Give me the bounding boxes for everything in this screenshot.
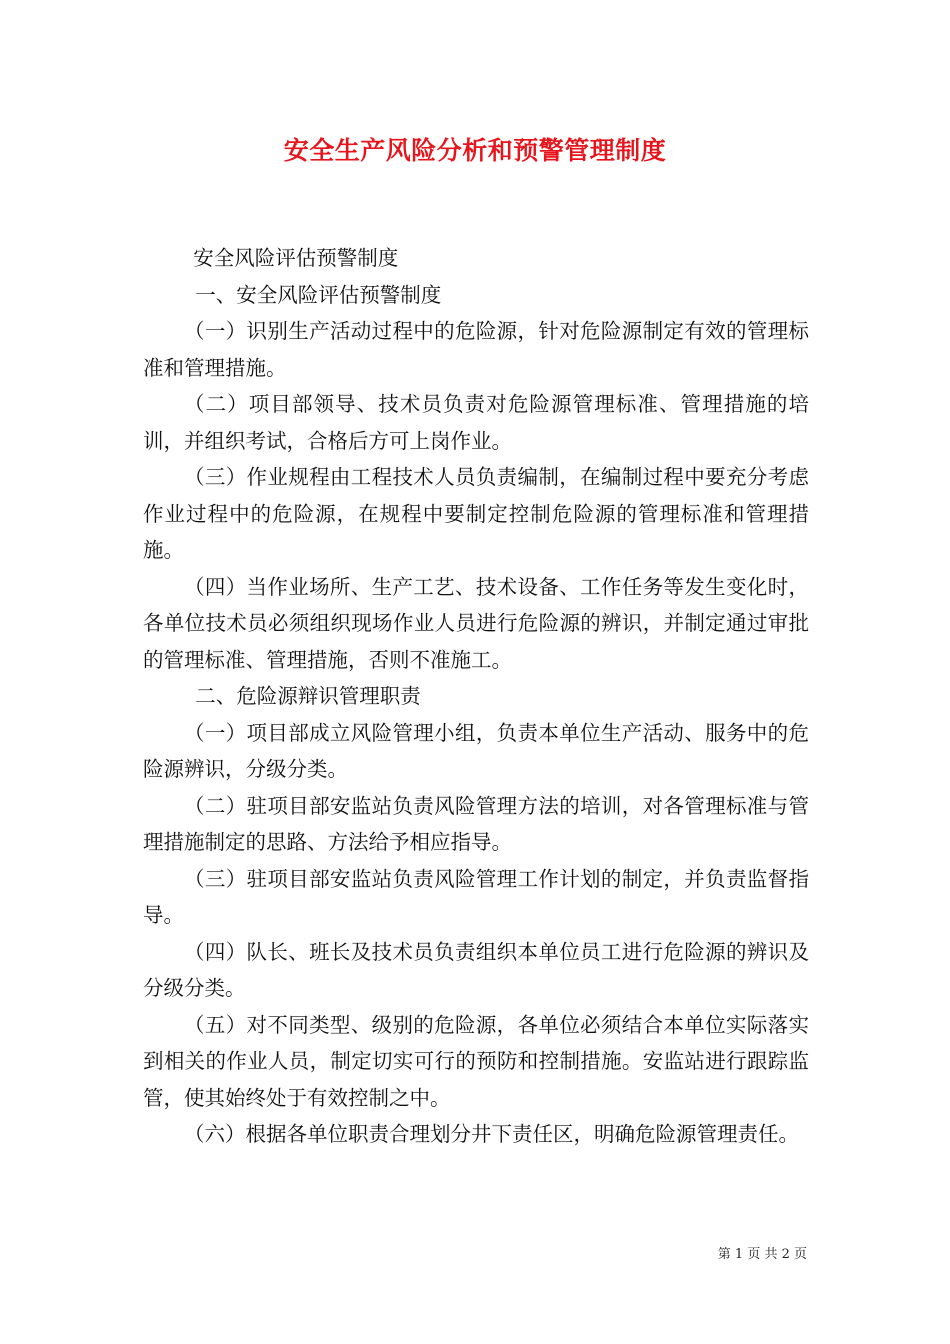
page-number-label: 第 1 页 共 2 页	[717, 1247, 807, 1262]
page-number	[718, 1246, 807, 1264]
paragraph: （二）驻项目部安监站负责风险管理方法的培训，对各管理标准与管理措施制定的思路、方法给予相应指导。	[143, 793, 809, 854]
paragraph: （二）项目部领导、技术员负责对危险源管理标准、管理措施的培训，并组织考试，合格后方可上岗作业。	[143, 392, 809, 453]
paragraph: （五）对不同类型、级别的危险源，各单位必须结合本单位实际落实到相关的作业人员，制定切实可行的预防和控制措施。安监站进行跟踪监管，使其始终处于有效控制之中。	[143, 1012, 809, 1110]
document-title: 安全生产风险分析和预警管理制度	[283, 136, 667, 165]
paragraph: （一）识别生产活动过程中的危险源，针对危险源制定有效的管理标准和管理措施。	[143, 319, 809, 380]
document-body	[143, 240, 809, 1153]
section-heading-2: 二、危险源辩识管理职责	[195, 684, 421, 708]
paragraph: （四）队长、班长及技术员负责组织本单位员工进行危险源的辨识及分级分类。	[143, 939, 809, 1000]
paragraph: （三）驻项目部安监站负责风险管理工作计划的制定，并负责监督指导。	[143, 866, 809, 927]
paragraph-subtitle: 安全风险评估预警制度	[193, 246, 399, 270]
section-heading-1: 一、安全风险评估预警制度	[195, 282, 442, 307]
paragraph: （四）当作业场所、生产工艺、技术设备、工作任务等发生变化时，各单位技术员必须组织现场作业人员进行危险源的辨识，并制定通过审批的管理标准、管理措施，否则不准施工。	[143, 574, 809, 672]
paragraph: （一）项目部成立风险管理小组，负责本单位生产活动、服务中的危险源辨识，分级分类。	[143, 720, 809, 781]
paragraph: （三）作业规程由工程技术人员负责编制，在编制过程中要充分考虑作业过程中的危险源，在规程中要制定控制危险源的管理标准和管理措施。	[143, 465, 809, 562]
paragraph: （六）根据各单位职责合理划分井下责任区，明确危险源管理责任。	[184, 1122, 799, 1146]
